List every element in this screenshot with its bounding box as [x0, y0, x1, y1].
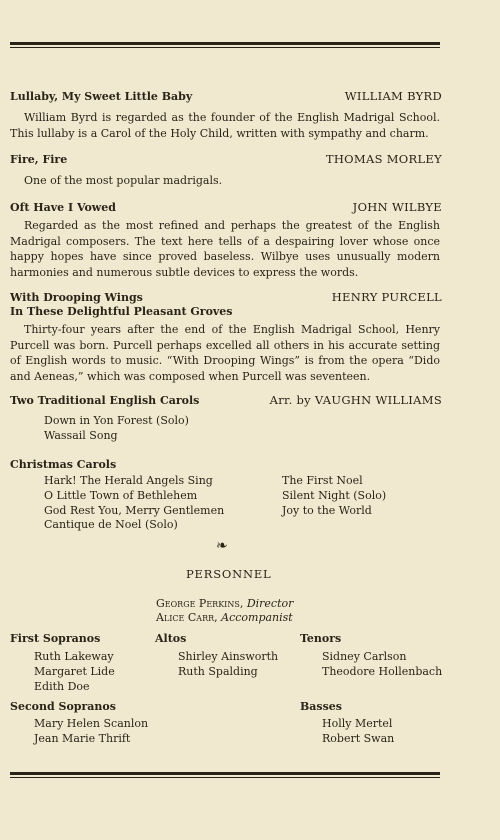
composer-name: HENRY PURCELL	[331, 290, 442, 304]
member-name: Robert Swan	[322, 732, 395, 745]
director-name: George Perkins,	[156, 597, 244, 610]
top-rule	[10, 42, 440, 48]
member-name: Holly Mertel	[322, 717, 393, 730]
piece-title: Oft Have I Vowed	[10, 201, 116, 214]
piece-title: Lullaby, My Sweet Little Baby	[10, 90, 193, 103]
section-label: Basses	[300, 700, 343, 713]
director-role: Director	[246, 597, 294, 610]
piece-description: One of the most popular madrigals.	[24, 174, 223, 187]
member-name: Theodore Hollenbach	[322, 665, 443, 678]
accompanist-name: Alice Carr,	[156, 611, 218, 624]
carol-item: God Rest You, Merry Gentlemen	[44, 504, 225, 517]
director-line	[156, 597, 293, 610]
composer-name: WILLIAM BYRD	[344, 89, 442, 103]
member-name: Shirley Ainsworth	[178, 650, 279, 663]
composer-name: JOHN WILBYE	[352, 200, 442, 214]
member-name: Ruth Spalding	[178, 665, 258, 678]
member-name: Mary Helen Scanlon	[34, 717, 149, 730]
carol-item: Hark! The Herald Angels Sing	[44, 474, 213, 487]
section-label: Second Sopranos	[10, 700, 116, 713]
piece-title: Christmas Carols	[10, 458, 117, 471]
member-name: Jean Marie Thrift	[34, 732, 131, 745]
ornament-icon: ❧	[216, 538, 228, 554]
bottom-rule	[10, 772, 440, 778]
accompanist-line	[156, 611, 293, 624]
piece-description: William Byrd is regarded as the founder of the English Madrigal School. This lullaby is a Carol of the Holy Child, written with sympathy and charm.	[10, 111, 440, 140]
carol-item: Cantique de Noel (Solo)	[44, 518, 178, 531]
section-label: Tenors	[300, 632, 342, 645]
carol-item: Wassail Song	[44, 429, 118, 442]
carol-item: The First Noel	[282, 474, 363, 487]
carol-item: O Little Town of Bethlehem	[44, 489, 198, 502]
carol-item: Down in Yon Forest (Solo)	[44, 414, 189, 427]
piece-title: Fire, Fire	[10, 153, 68, 166]
composer-name: Arr. by VAUGHN WILLIAMS	[269, 393, 442, 407]
accompanist-role: Accompanist	[221, 611, 293, 624]
piece-description: Thirty-four years after the end of the English Madrigal School, Henry Purcell was born. Purcell perhaps excelled all others in his accurate setting of English words to music. “With Drooping Wings” is from the opera “Dido and Aeneas,” which was composed when Purcell was seventeen.	[10, 323, 440, 383]
member-name: Margaret Lide	[34, 665, 115, 678]
piece-title: With Drooping Wings	[10, 291, 143, 304]
piece-subtitle: In These Delightful Pleasant Groves	[10, 305, 233, 318]
member-name: Edith Doe	[34, 680, 90, 693]
section-label: Altos	[155, 632, 187, 645]
section-label: First Sopranos	[10, 632, 101, 645]
piece-description: Regarded as the most refined and perhaps the greatest of the English Madrigal composers. The text here tells of a despairing lover whose once happy hopes have since proved baseless. Wilbye uses unusually modern harmonies and numerous subtle devices to express the words.	[10, 219, 440, 279]
composer-name: THOMAS MORLEY	[325, 152, 442, 166]
piece-title: Two Traditional English Carols	[10, 394, 200, 407]
member-name: Ruth Lakeway	[34, 650, 114, 663]
carol-item: Joy to the World	[282, 504, 372, 517]
carol-item: Silent Night (Solo)	[282, 489, 387, 502]
personnel-heading: PERSONNEL	[186, 567, 272, 581]
member-name: Sidney Carlson	[322, 650, 407, 663]
